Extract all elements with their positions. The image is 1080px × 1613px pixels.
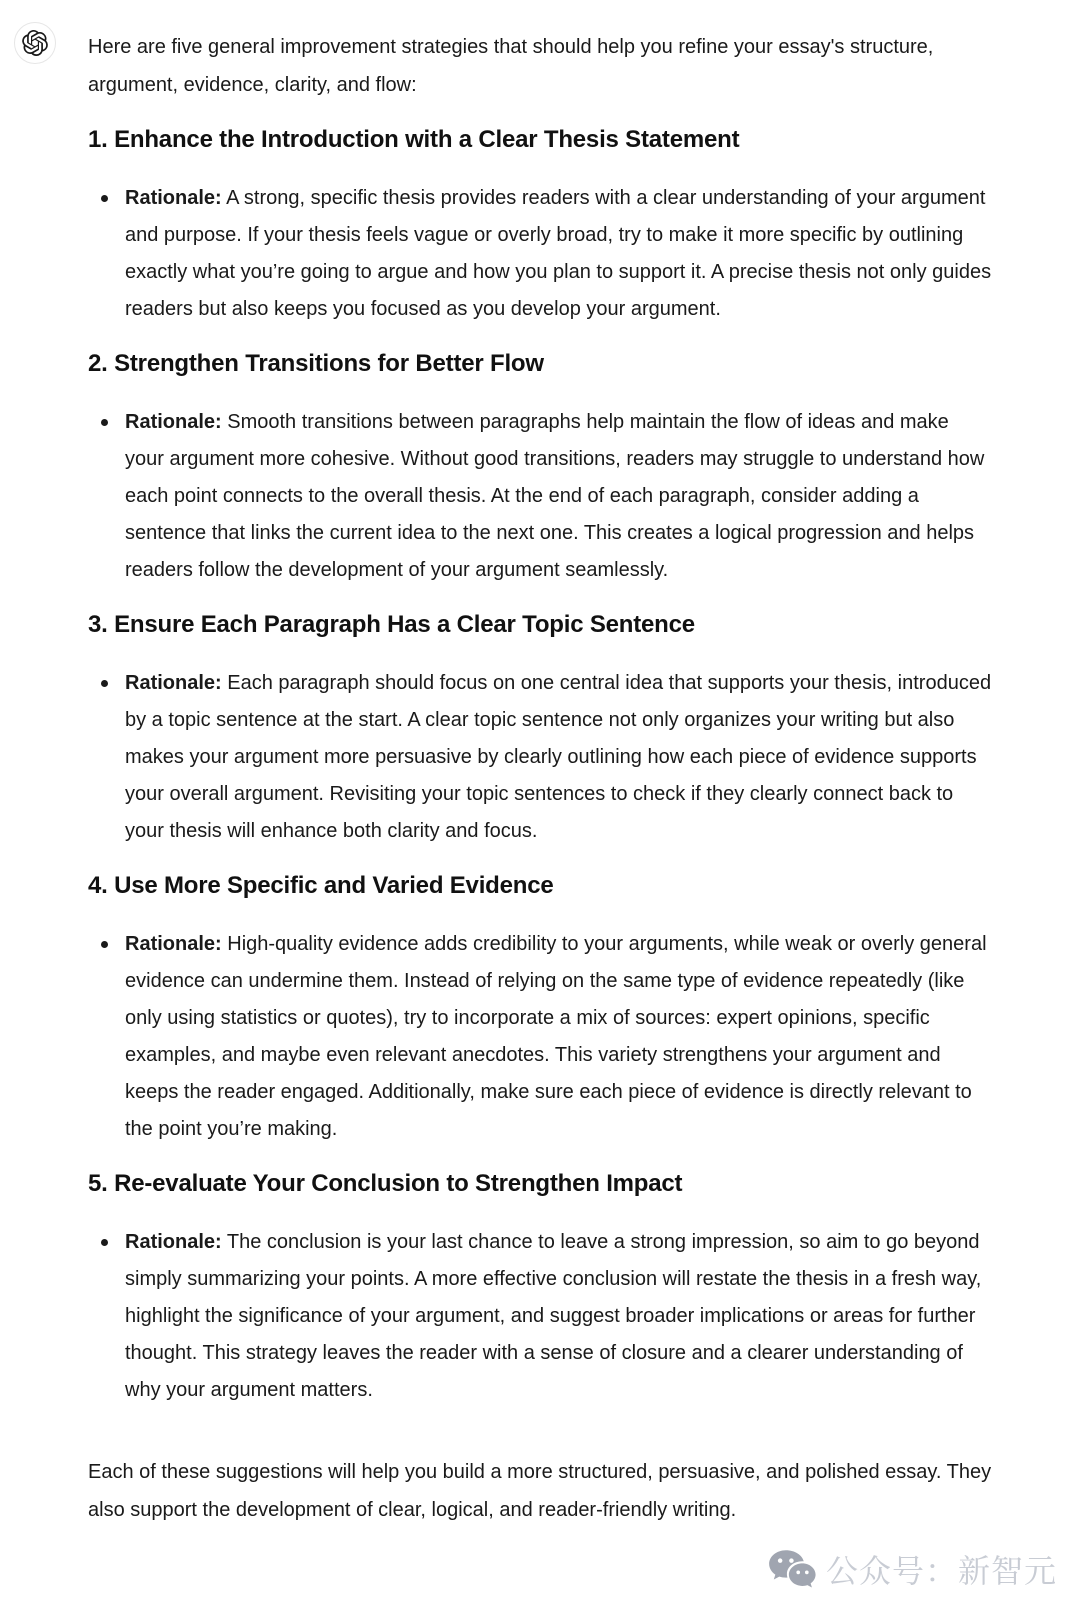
strategy-section-1 <box>88 124 993 328</box>
rationale-label: Rationale: <box>125 1231 222 1253</box>
rationale-text: A strong, specific thesis provides readers with a clear understanding of your argument and purpose. If your thesis feels vague or overly broad, try to make it more specific by outlining exactly what you’re going to argue and how you plan to support it. A precise thesis not only guides readers but also keeps you focused as you develop your argument. <box>125 187 992 320</box>
rationale-text: Each paragraph should focus on one central idea that supports your thesis, introduced by a topic sentence at the start. A clear topic sentence not only organizes your writing but also makes your argument more persuasive by clearly outlining how each piece of evidence supports your overall argument. Revisiting your topic sentences to check if they clearly connect back to your thesis will enhance both clarity and focus. <box>125 672 992 842</box>
closing-paragraph: Each of these suggestions will help you build a more structured, persuasive, and polished essay. They also support the development of clear, logical, and reader-friendly writing. <box>88 1461 992 1521</box>
section-3-heading: 3. Ensure Each Paragraph Has a Clear Topic Sentence <box>88 611 695 638</box>
rationale-label: Rationale: <box>125 187 222 209</box>
rationale-item <box>88 180 993 328</box>
strategy-section-3 <box>88 609 993 850</box>
rationale-text: High-quality evidence adds credibility to your arguments, while weak or overly general evidence can undermine them. Instead of relying on the same type of evidence repeatedly (like only using statistics or quotes), try to incorporate a mix of sources: expert opinions, specific examples, and maybe even relevant anecdotes. This variety strengthens your argument and keeps the reader engaged. Additionally, make sure each piece of evidence is directly relevant to the point you’re making. <box>125 933 987 1140</box>
section-2-heading: 2. Strengthen Transitions for Better Flow <box>88 350 544 377</box>
rationale-item <box>88 1224 993 1409</box>
section-4-list <box>88 926 993 1148</box>
watermark-label: 公众号：新智元 <box>826 1553 1058 1589</box>
wechat-icon <box>768 1548 816 1590</box>
intro-paragraph: Here are five general improvement strategies that should help you refine your essay's structure, argument, evidence, clarity, and flow: <box>88 36 934 96</box>
message-body <box>88 0 993 1529</box>
section-1-heading: 1. Enhance the Introduction with a Clear Thesis Statement <box>88 126 740 153</box>
rationale-item <box>88 404 993 589</box>
rationale-item <box>88 926 993 1148</box>
assistant-avatar <box>14 22 56 64</box>
watermark <box>768 1546 1057 1592</box>
rationale-label: Rationale: <box>125 933 222 955</box>
rationale-text: Smooth transitions between paragraphs help maintain the flow of ideas and make your argument more cohesive. Without good transitions, readers may struggle to understand how each point connects to the overall thesis. At the end of each paragraph, consider adding a sentence that links the current idea to the next one. This creates a logical progression and helps readers follow the development of your argument seamlessly. <box>125 411 985 581</box>
rationale-label: Rationale: <box>125 411 222 433</box>
strategy-section-5 <box>88 1168 993 1409</box>
strategy-section-2 <box>88 348 993 589</box>
section-1-list <box>88 180 993 328</box>
section-5-heading: 5. Re-evaluate Your Conclusion to Strengthen Impact <box>88 1170 683 1197</box>
section-5-list <box>88 1224 993 1409</box>
section-4-heading: 4. Use More Specific and Varied Evidence <box>88 872 554 899</box>
section-2-list <box>88 404 993 589</box>
rationale-item <box>88 665 993 850</box>
rationale-text: The conclusion is your last chance to leave a strong impression, so aim to go beyond simply summarizing your points. A more effective conclusion will restate the thesis in a fresh way, highlight the significance of your argument, and suggest broader implications or areas for further thought. This strategy leaves the reader with a sense of closure and a clearer understanding of why your argument matters. <box>125 1231 982 1401</box>
section-3-list <box>88 665 993 850</box>
strategy-section-4 <box>88 870 993 1148</box>
openai-logo-icon <box>22 30 48 56</box>
rationale-label: Rationale: <box>125 672 222 694</box>
